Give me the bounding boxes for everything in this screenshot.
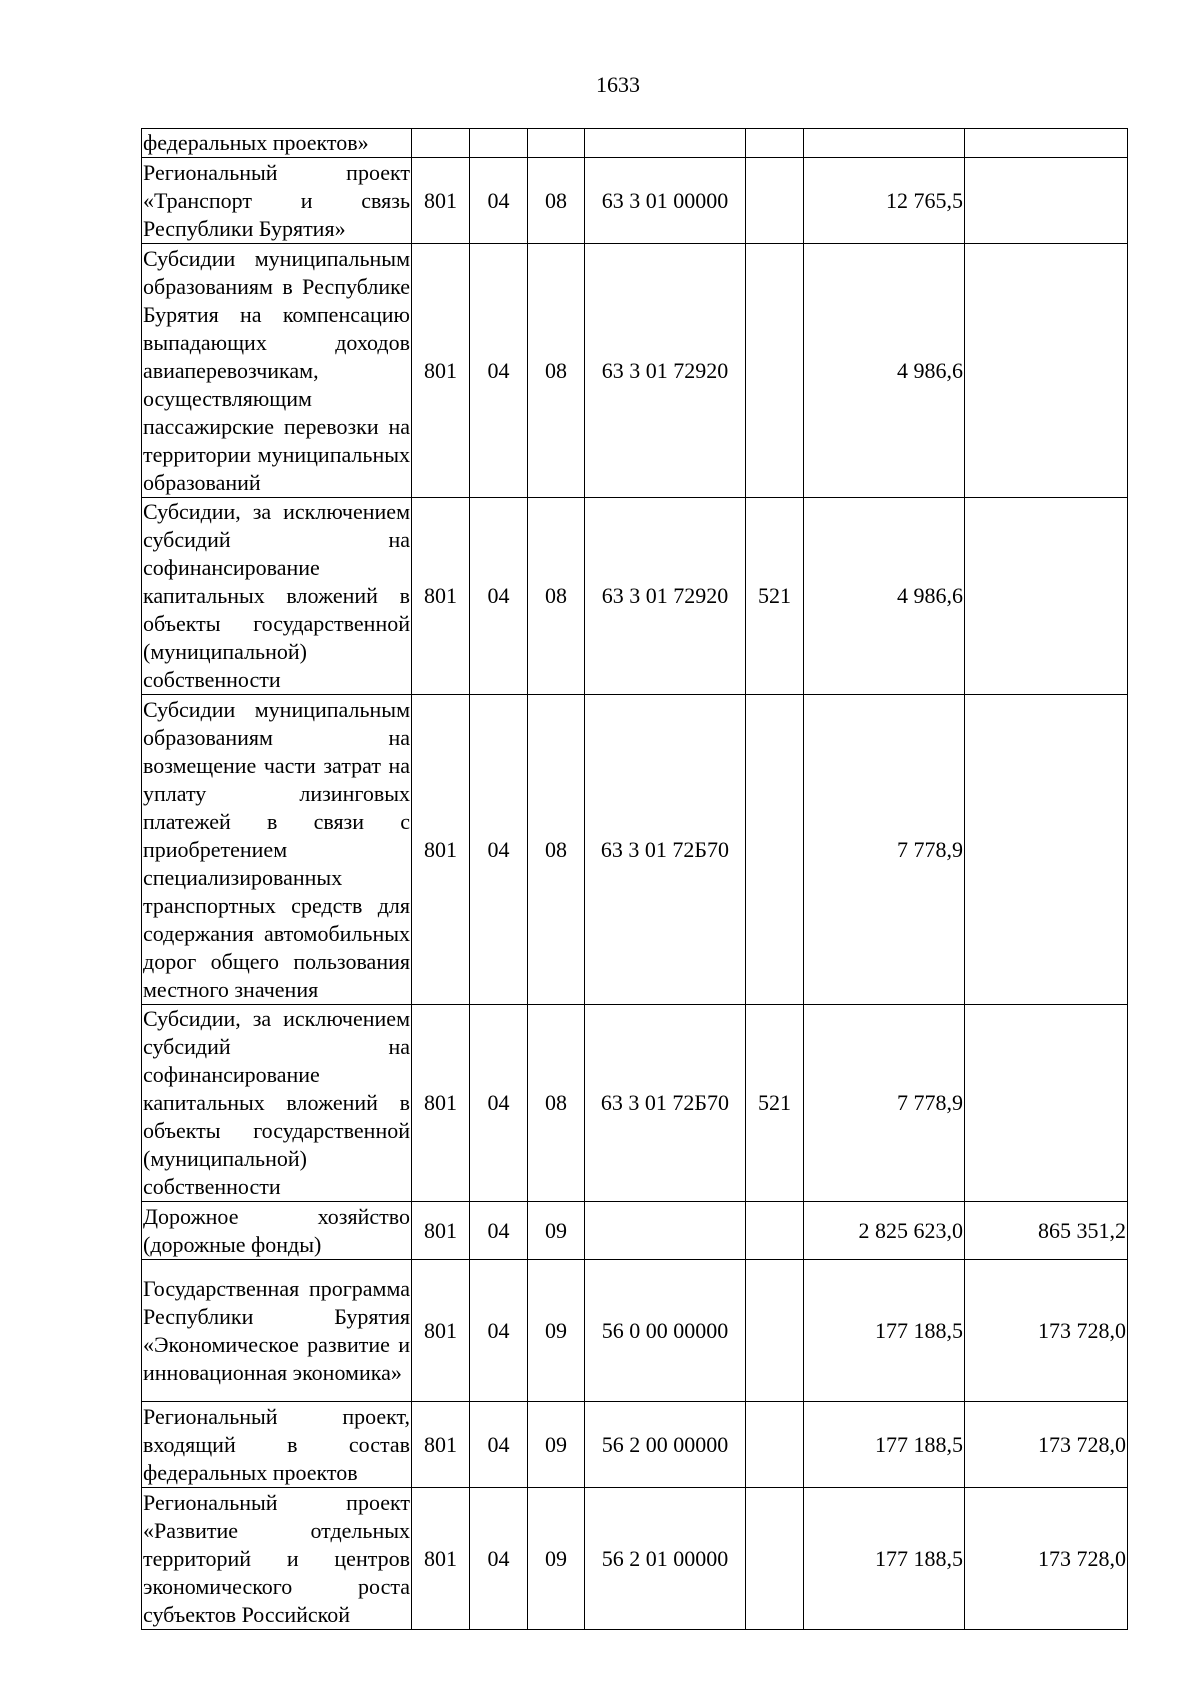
row-amount-2: 173 728,0 [965, 1402, 1128, 1488]
row-amount-1 [804, 129, 965, 158]
row-ministry-code: 801 [412, 244, 470, 498]
row-target-code [585, 129, 746, 158]
row-name: Субсидии, за исключением субсидий на софинансирование капитальных вложений в объекты государственной (муниципальной) собственности [142, 498, 412, 695]
row-section-code: 04 [470, 1005, 528, 1202]
row-amount-1: 2 825 623,0 [804, 1202, 965, 1260]
row-amount-1: 7 778,9 [804, 1005, 965, 1202]
row-name: Региональный проект «Развитие отдельных территорий и центров экономического роста субъектов Российской [142, 1488, 412, 1630]
row-target-code: 63 3 01 72920 [585, 498, 746, 695]
row-name: Субсидии муниципальным образованиям в Республике Бурятия на компенсацию выпадающих доходов авиаперевозчикам, осуществляющим пассажирские перевозки на территории муниципальных образований [142, 244, 412, 498]
row-subsection-code: 08 [528, 158, 585, 244]
row-section-code: 04 [470, 1402, 528, 1488]
budget-table-body [142, 129, 1128, 1630]
row-expense-type: 521 [746, 1005, 804, 1202]
row-subsection-code: 09 [528, 1260, 585, 1402]
row-expense-type [746, 1260, 804, 1402]
row-amount-1: 7 778,9 [804, 695, 965, 1005]
row-subsection-code: 09 [528, 1402, 585, 1488]
row-target-code [585, 1202, 746, 1260]
table-row [142, 1402, 1128, 1488]
row-amount-1: 12 765,5 [804, 158, 965, 244]
table-row [142, 498, 1128, 695]
row-target-code: 56 0 00 00000 [585, 1260, 746, 1402]
row-subsection-code: 08 [528, 498, 585, 695]
table-row [142, 129, 1128, 158]
row-subsection-code [528, 129, 585, 158]
row-amount-1: 177 188,5 [804, 1402, 965, 1488]
row-section-code: 04 [470, 1202, 528, 1260]
row-amount-2: 173 728,0 [965, 1488, 1128, 1630]
row-ministry-code: 801 [412, 1005, 470, 1202]
row-section-code [470, 129, 528, 158]
row-amount-1: 4 986,6 [804, 498, 965, 695]
row-amount-2 [965, 695, 1128, 1005]
row-target-code: 63 3 01 72920 [585, 244, 746, 498]
page-number: 1633 [596, 72, 640, 97]
row-ministry-code: 801 [412, 695, 470, 1005]
row-name: федеральных проектов» [142, 129, 412, 158]
row-ministry-code: 801 [412, 1202, 470, 1260]
table-row [142, 1202, 1128, 1260]
row-expense-type [746, 1488, 804, 1630]
row-amount-2 [965, 129, 1128, 158]
row-amount-2 [965, 498, 1128, 695]
row-subsection-code: 09 [528, 1488, 585, 1630]
row-amount-2: 173 728,0 [965, 1260, 1128, 1402]
row-subsection-code: 08 [528, 695, 585, 1005]
row-expense-type [746, 244, 804, 498]
row-ministry-code: 801 [412, 1488, 470, 1630]
row-amount-1: 177 188,5 [804, 1488, 965, 1630]
row-target-code: 63 3 01 72Б70 [585, 1005, 746, 1202]
row-expense-type [746, 695, 804, 1005]
row-amount-1: 4 986,6 [804, 244, 965, 498]
row-expense-type [746, 158, 804, 244]
row-amount-1: 177 188,5 [804, 1260, 965, 1402]
row-target-code: 56 2 00 00000 [585, 1402, 746, 1488]
row-expense-type [746, 1202, 804, 1260]
row-section-code: 04 [470, 695, 528, 1005]
row-ministry-code: 801 [412, 498, 470, 695]
row-amount-2 [965, 244, 1128, 498]
row-name: Субсидии муниципальным образованиям на возмещение части затрат на уплату лизинговых платежей в связи с приобретением специализированных транспортных средств для содержания автомобильных дорог общего пользования местного значения [142, 695, 412, 1005]
row-subsection-code: 08 [528, 1005, 585, 1202]
row-expense-type [746, 129, 804, 158]
row-ministry-code: 801 [412, 1402, 470, 1488]
table-row [142, 1260, 1128, 1402]
row-target-code: 63 3 01 00000 [585, 158, 746, 244]
row-section-code: 04 [470, 1488, 528, 1630]
row-subsection-code: 08 [528, 244, 585, 498]
row-section-code: 04 [470, 244, 528, 498]
row-amount-2 [965, 158, 1128, 244]
row-ministry-code: 801 [412, 1260, 470, 1402]
row-amount-2: 865 351,2 [965, 1202, 1128, 1260]
row-name: Государственная программа Республики Бурятия «Экономическое развитие и инновационная экономика» [142, 1260, 412, 1402]
table-row [142, 158, 1128, 244]
row-amount-2 [965, 1005, 1128, 1202]
table-row [142, 244, 1128, 498]
row-section-code: 04 [470, 498, 528, 695]
row-name: Региональный проект, входящий в состав федеральных проектов [142, 1402, 412, 1488]
row-section-code: 04 [470, 1260, 528, 1402]
row-section-code: 04 [470, 158, 528, 244]
row-name: Субсидии, за исключением субсидий на софинансирование капитальных вложений в объекты государственной (муниципальной) собственности [142, 1005, 412, 1202]
row-ministry-code: 801 [412, 158, 470, 244]
row-name: Региональный проект «Транспорт и связь Республики Бурятия» [142, 158, 412, 244]
row-expense-type [746, 1402, 804, 1488]
row-name: Дорожное хозяйство (дорожные фонды) [142, 1202, 412, 1260]
budget-table [141, 128, 1128, 1630]
table-row [142, 1488, 1128, 1630]
row-expense-type: 521 [746, 498, 804, 695]
row-subsection-code: 09 [528, 1202, 585, 1260]
row-target-code: 56 2 01 00000 [585, 1488, 746, 1630]
table-row [142, 695, 1128, 1005]
row-target-code: 63 3 01 72Б70 [585, 695, 746, 1005]
table-row [142, 1005, 1128, 1202]
row-ministry-code [412, 129, 470, 158]
